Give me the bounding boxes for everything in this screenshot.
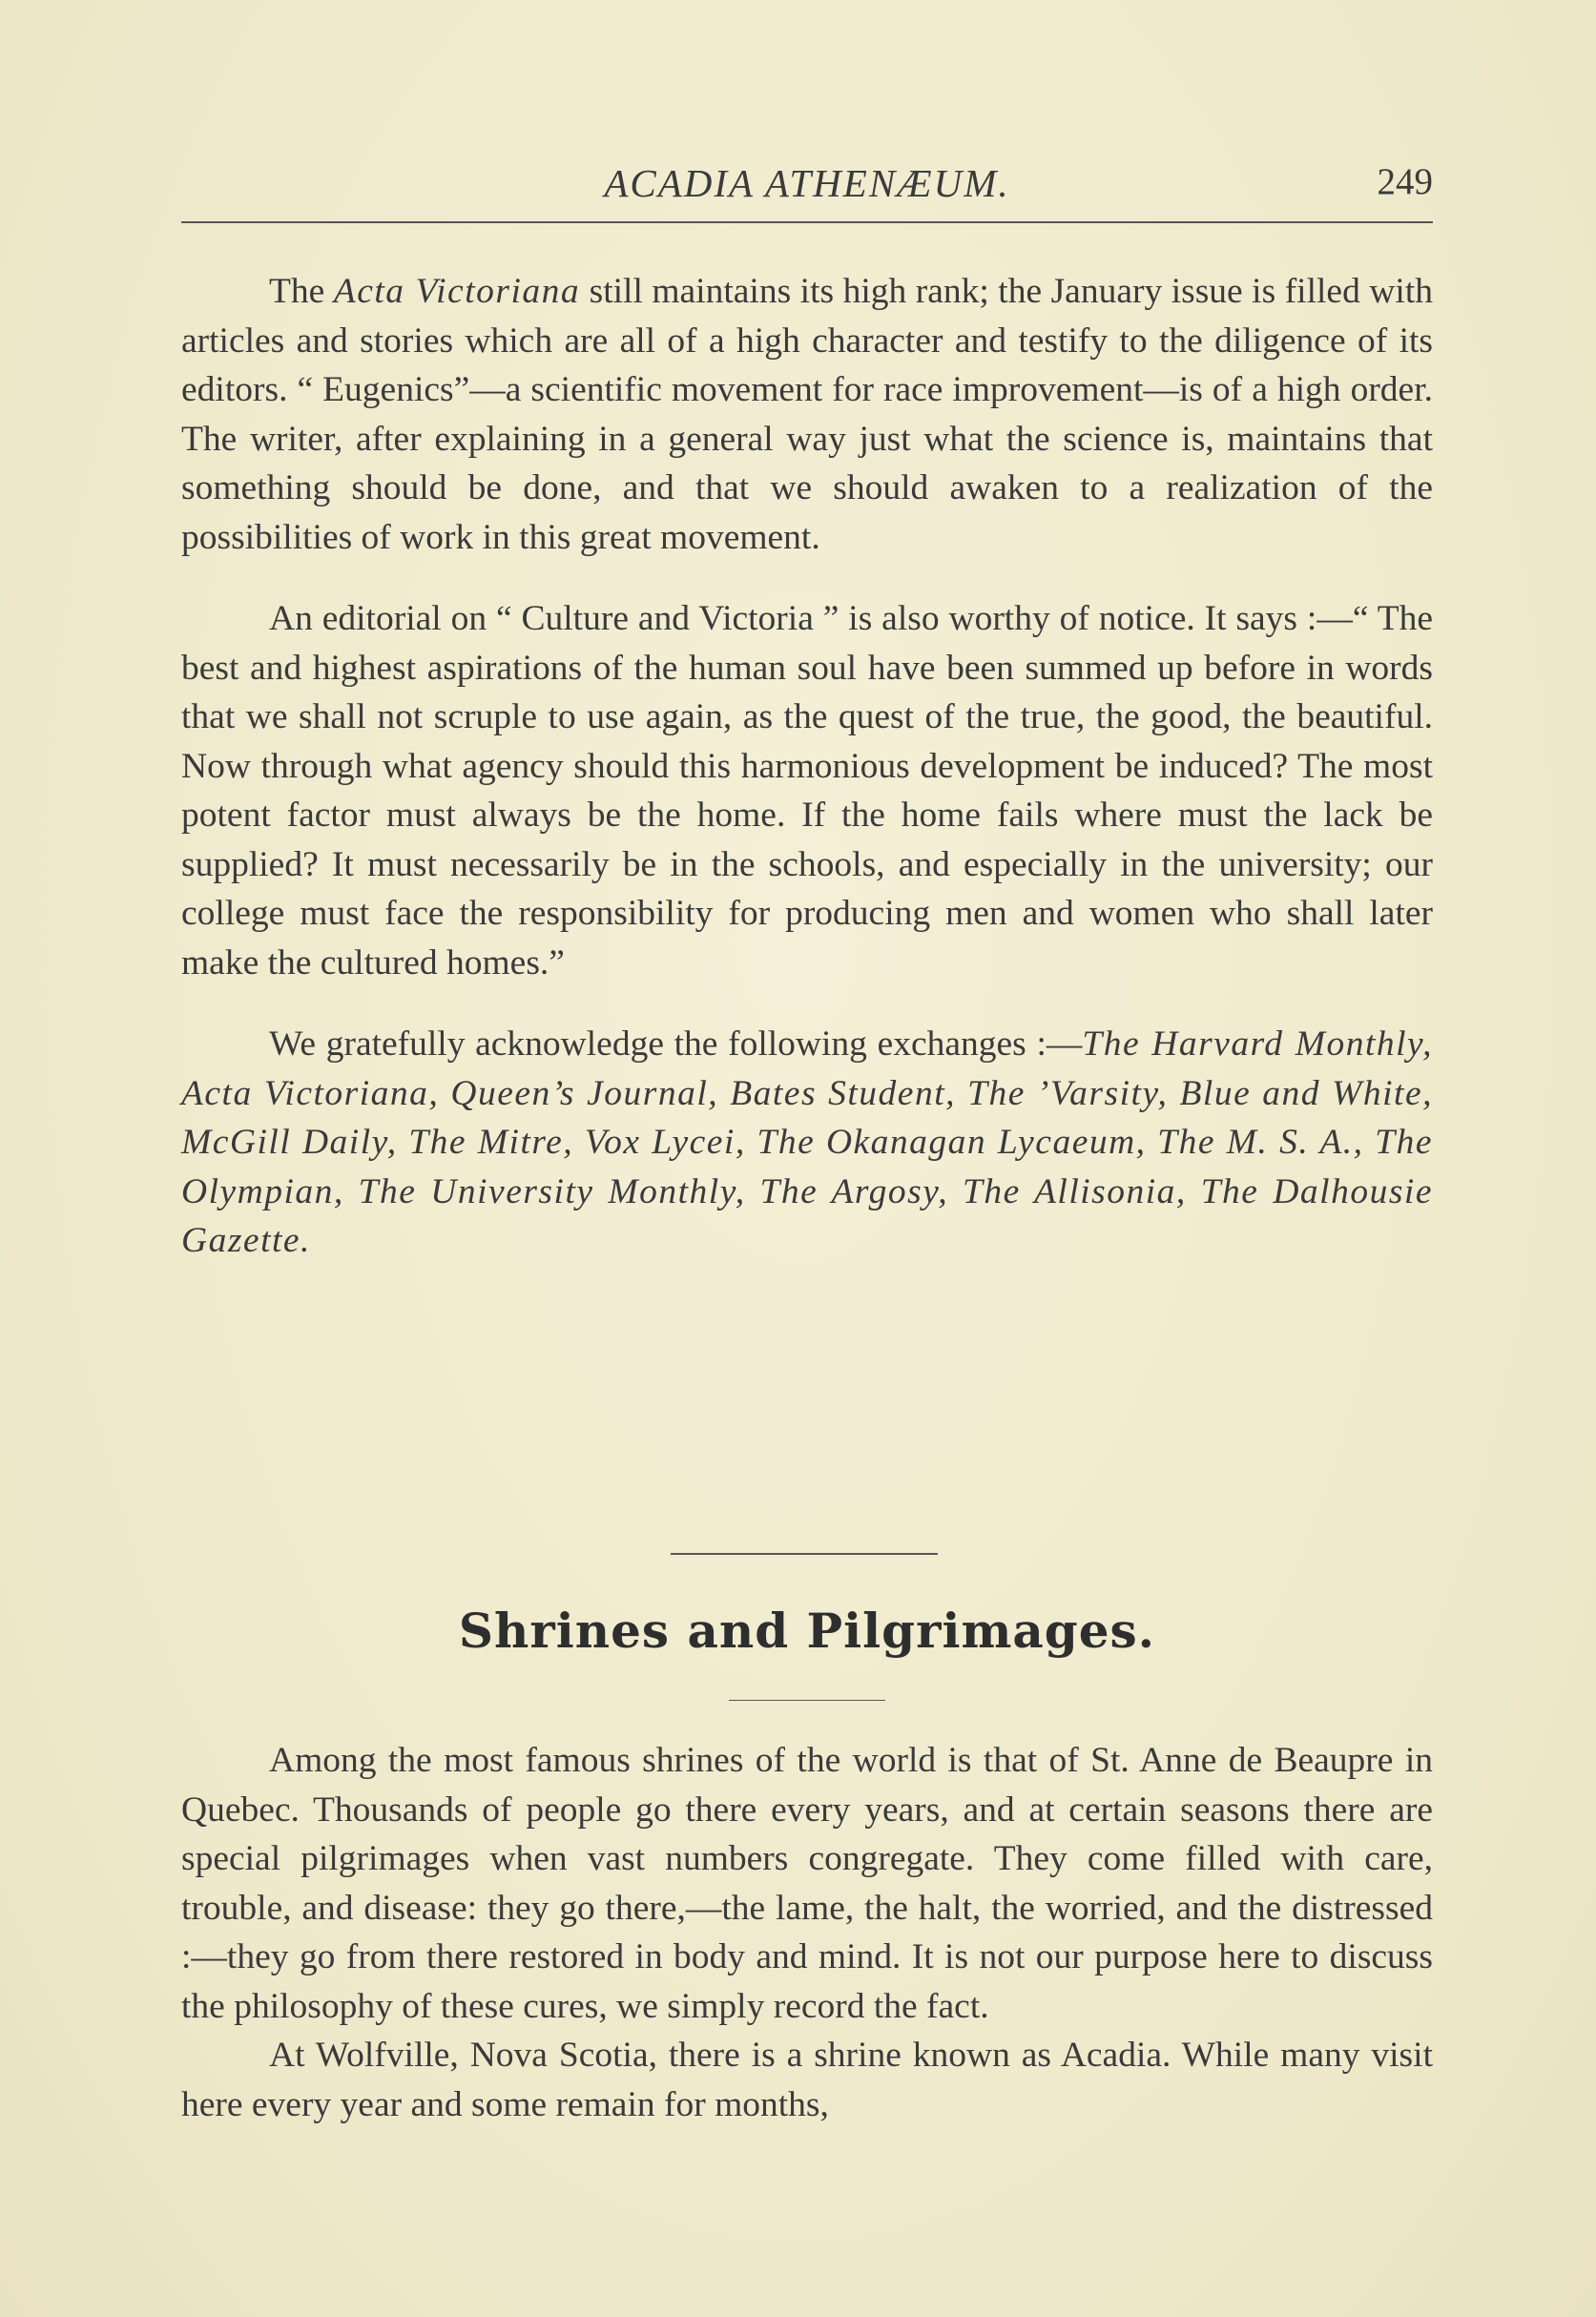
- journal-title: Acta Victoriana: [333, 272, 581, 311]
- paragraph-acta-victoriana: [181, 267, 1433, 562]
- paragraph-exchanges: [181, 1020, 1433, 1266]
- paragraph-st-anne: Among the most famous shrines of the world is that of St. Anne de Beaupre in Quebec. Thousands of people go there every years, and at certain seasons there are special pilgrimages when vast numbers congregate. They come filled with care, trouble, and disease: they go there,—the lame, the halt, the worried, and the distressed :—they go from there restored in body and mind. It is not our purpose here to discuss the philosophy of these cures, we simply record the fact.: [181, 1741, 1433, 2026]
- paragraph-lead: The: [269, 272, 334, 311]
- paragraph-text: still maintains its high rank; the January issue is filled with articles and stories which are all of a high character and testify to the diligence of its editors. “ Eugenics”—a scientific movement for race improvement—is of a high order. The writer, after explaining in a general way just what the science is, maintains that something should be done, and that we should awaken to a realization of the possibilities of work in this great movement.: [181, 272, 1433, 557]
- heading-underline: [729, 1700, 885, 1701]
- header-rule: [181, 221, 1433, 223]
- page-number: 249: [1377, 161, 1433, 202]
- exchanges-column: [181, 267, 1433, 1266]
- shrines-column: [181, 1736, 1433, 2129]
- section-heading: Shrines and Pilgrimages.: [458, 1603, 1156, 1659]
- exchanges-list: The Harvard Monthly, Acta Victoriana, Queen’s Journal, Bates Student, The ’Varsity, Blue and White, McGill Daily, The Mitre, Vox Lycei, The Okanagan Lycaeum, The M. S. A., The Olympian, The University Monthly, The Argosy, The Allisonia, The Dalhousie Gazette.: [181, 1024, 1433, 1260]
- paragraph-wolfville: At Wolfville, Nova Scotia, there is a shrine known as Acadia. While many visit here every year and some remain for months,: [181, 2036, 1433, 2124]
- running-title: ACADIA ATHENÆUM.: [604, 161, 1010, 205]
- page-header: [181, 160, 1433, 206]
- paragraph-editorial: An editorial on “ Culture and Victoria ” is also worthy of notice. It says :—“ The best and highest aspirations of the human soul have been summed up before in words that we shall not scruple to use again, as the quest of the true, the good, the beautiful. Now through what agency should this harmonious development be induced? The most potent factor must always be the home. If the home fails where must the lack be supplied? It must necessarily be in the schools, and especially in the university; our college must face the responsibility for producing men and women who shall later make the cultured homes.”: [181, 599, 1433, 983]
- paragraph-lead: We gratefully acknowledge the following exchanges :—: [269, 1024, 1083, 1064]
- section-divider: [671, 1553, 938, 1555]
